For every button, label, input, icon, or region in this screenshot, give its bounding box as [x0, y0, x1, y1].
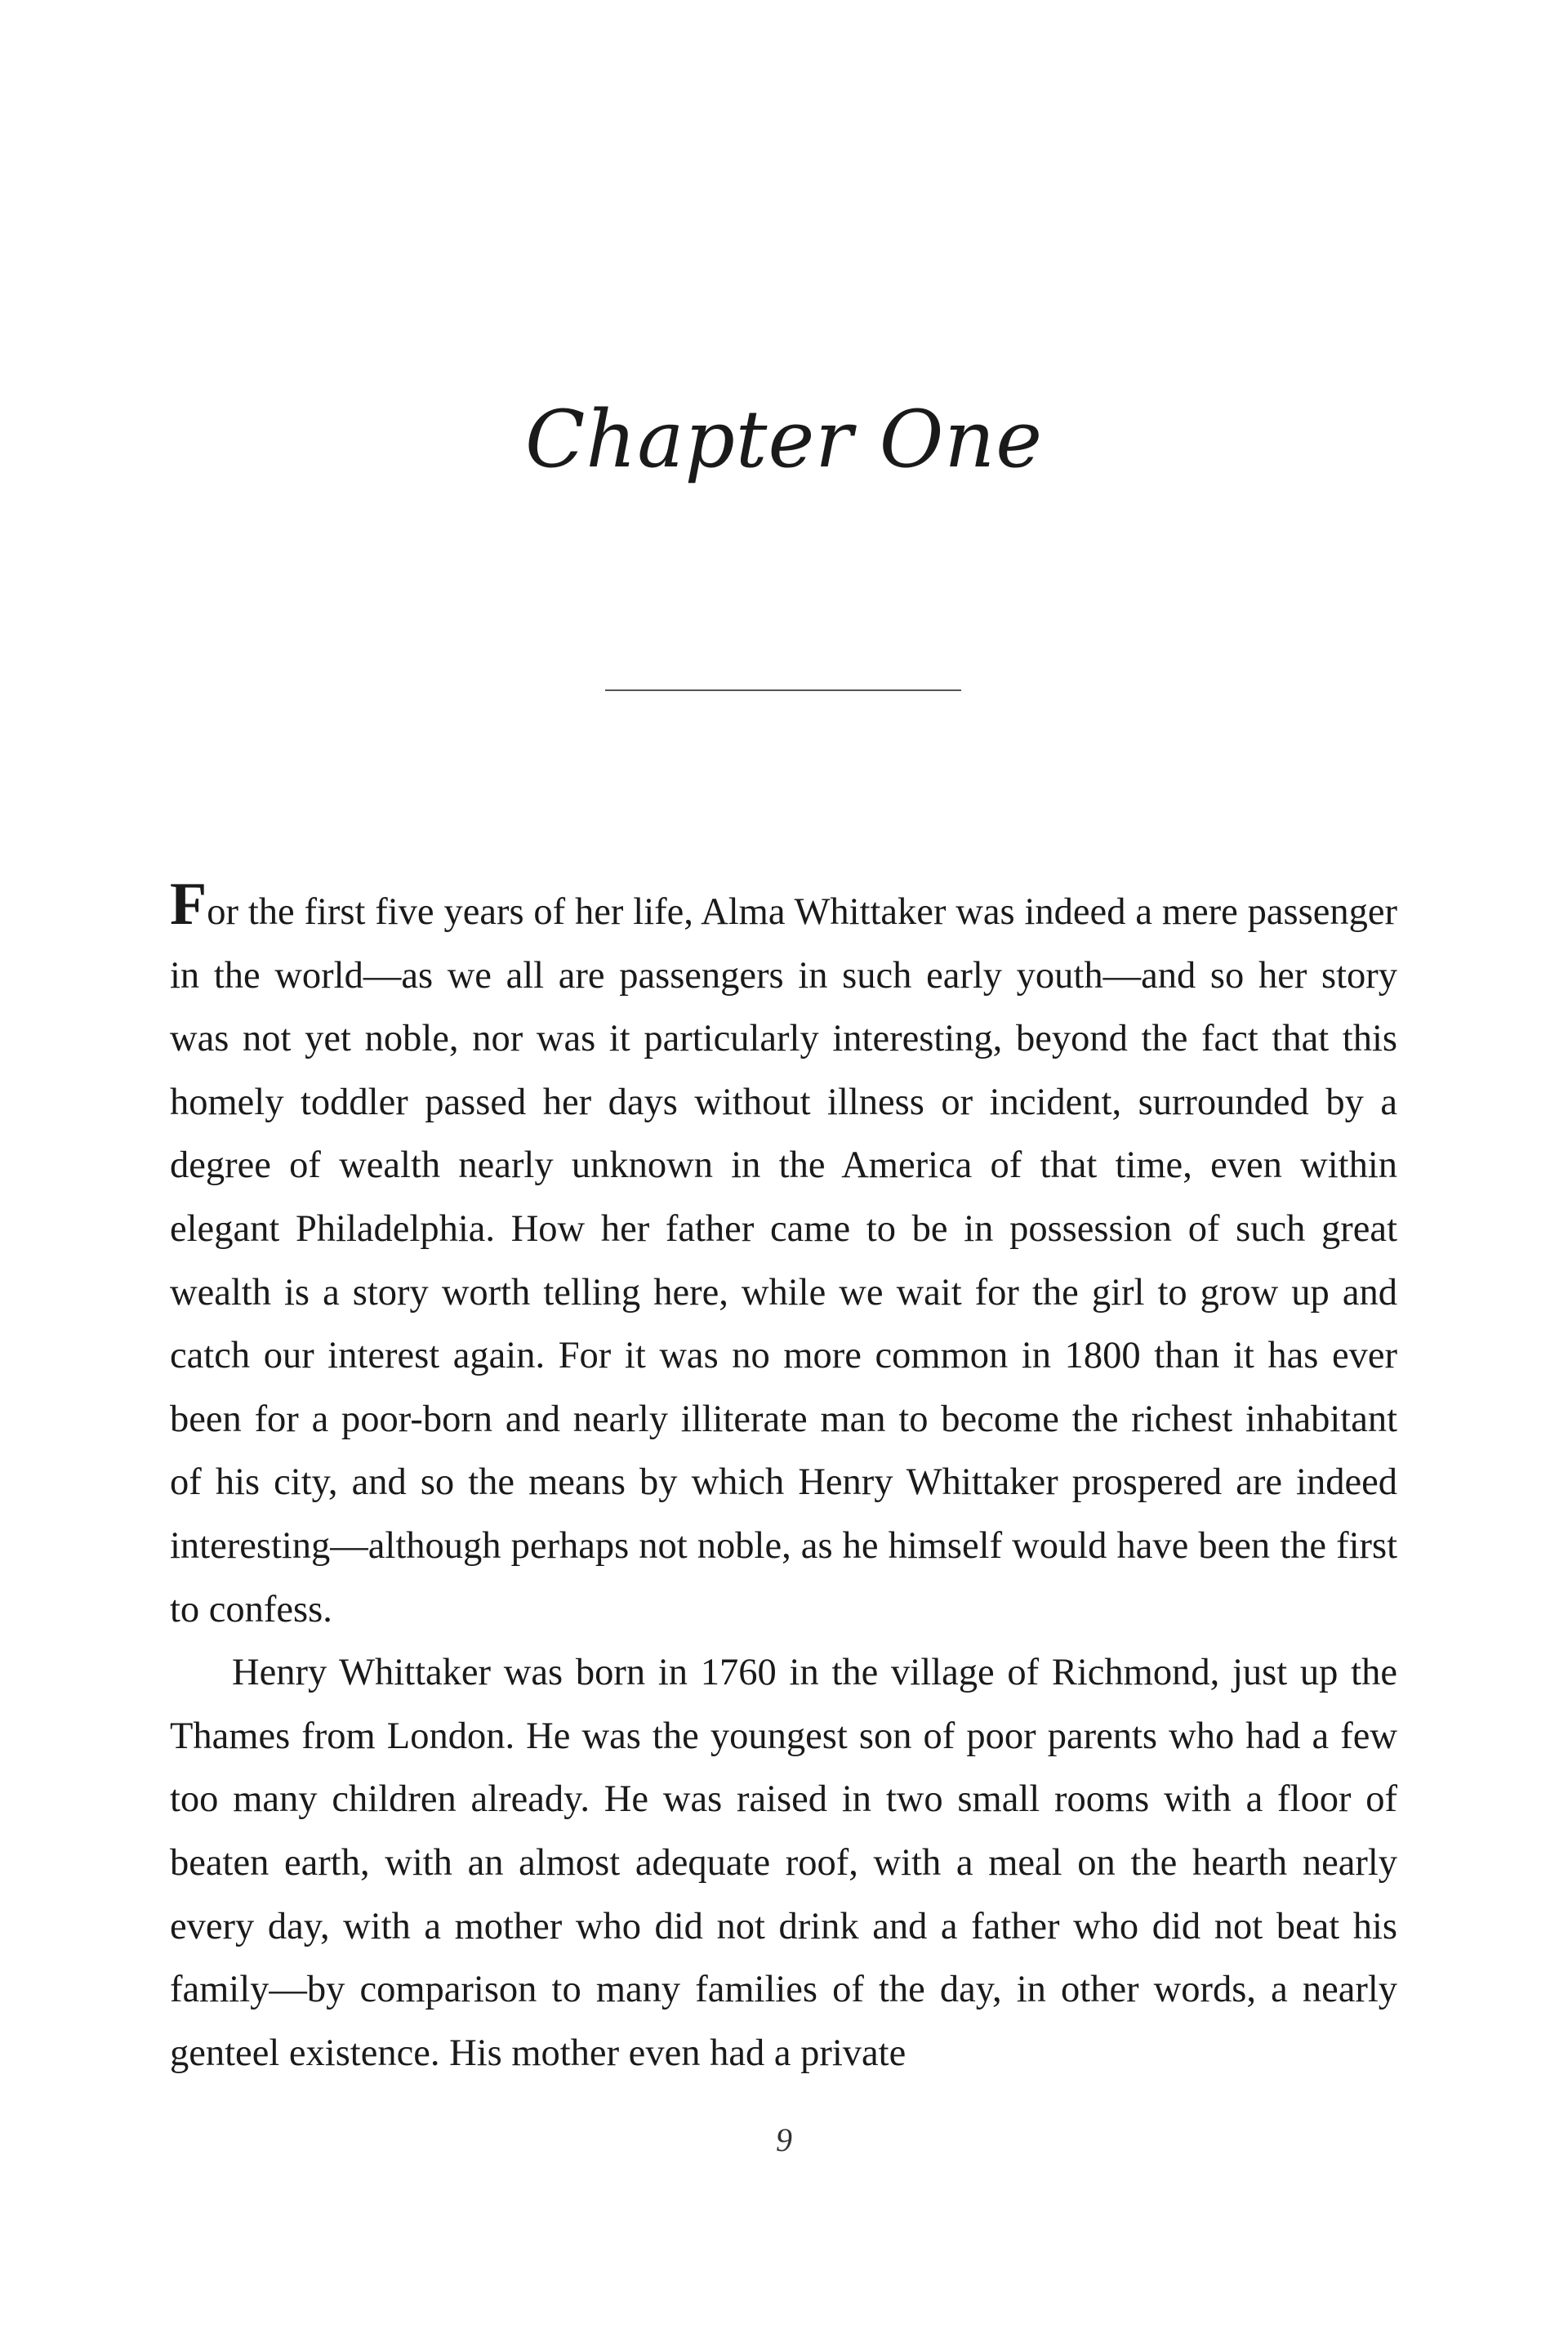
paragraph-2: Henry Whittaker was born in 1760 in the village of Richmond, just up the Thames from London. He was the youngest son of poor parents who had a few too many children already. He was raised in two small rooms with a floor of beaten earth, with an almost adequate roof, with a meal on the hearth nearly every day, with a mother who did not drink and a father who did not beat his family—by comparison to many families of the day, in other words, a nearly genteel existence. His mother even had a private	[170, 1652, 1397, 2074]
page-number: 9	[776, 2121, 792, 2158]
chapter-title: Chapter One	[524, 394, 1044, 485]
chapter-divider-rule	[605, 689, 961, 691]
drop-cap: F	[170, 871, 207, 938]
paragraph-1	[170, 871, 1397, 1641]
paragraph-1-text: or the first five years of her life, Alma Whittaker was indeed a mere passenger in the world—as we all are passengers in such early youth—and so her story was not yet noble, nor was it particularly interesting, beyond the fact that this homely toddler passed her days without illness or incident, surrounded by a degree of wealth nearly unknown in the America of that time, even within elegant Philadelphia. How her father came to be in possession of such great wealth is a story worth telling here, while we wait for the girl to grow up and catch our interest again. For it was no more common in 1800 than it has ever been for a poor-born and nearly illiterate man to become the richest inhabitant of his city, and so the means by which Henry Whittaker prospered are indeed interesting—although perhaps not noble, as he himself would have been the first to confess.	[170, 891, 1397, 1630]
body-text	[170, 871, 1397, 2085]
